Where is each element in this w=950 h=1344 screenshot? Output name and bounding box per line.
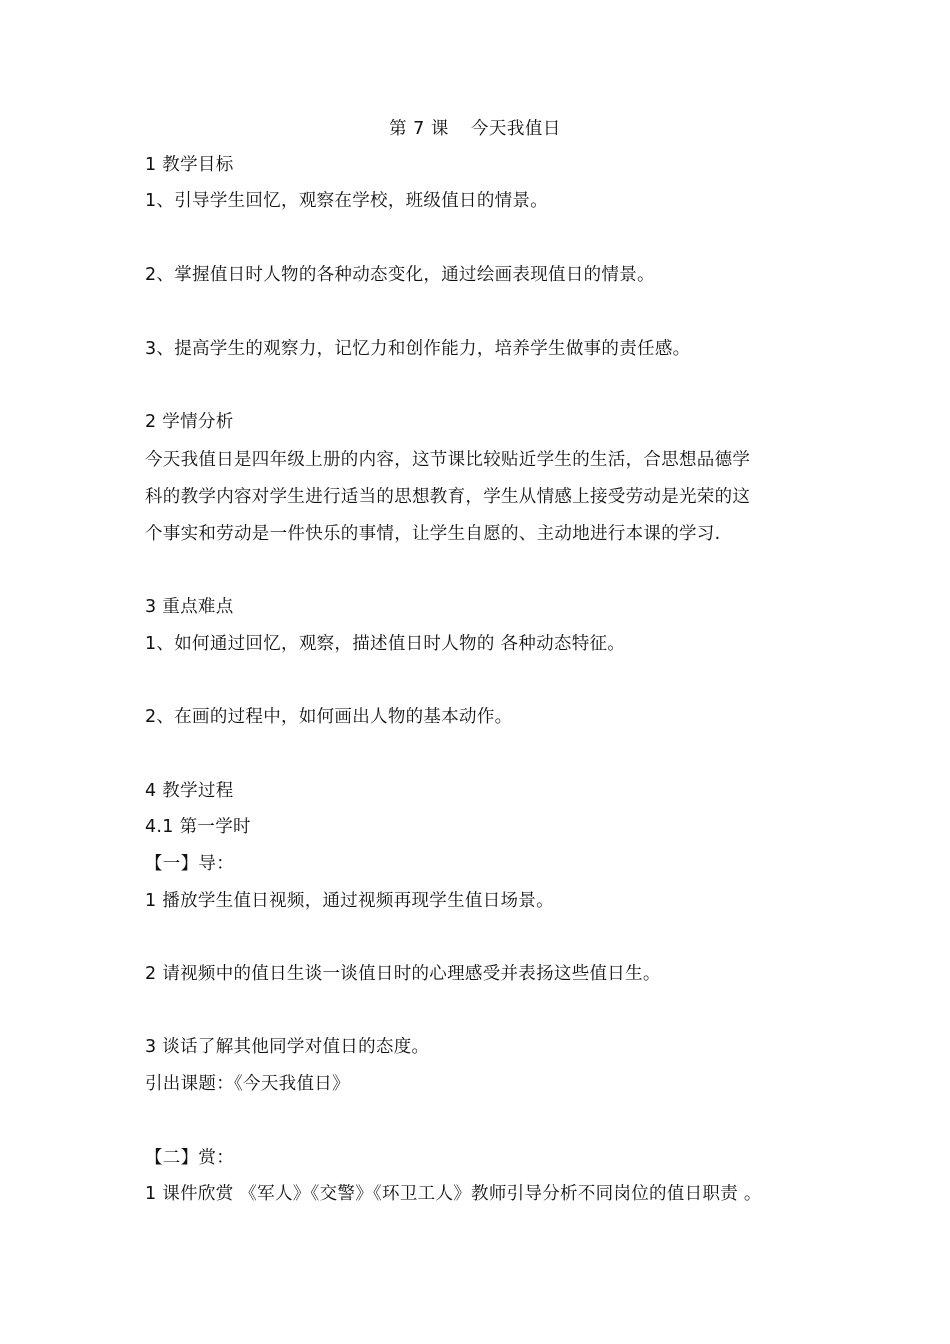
objective-item: 2、掌握值日时人物的各种动态变化，通过绘画表现值日的情景。 xyxy=(145,265,655,285)
key-point-item: 2、在画的过程中，如何画出人物的基本动作。 xyxy=(145,707,513,727)
objective-item: 1、引导学生回忆，观察在学校，班级值日的情景。 xyxy=(145,191,549,211)
part-heading-intro: 【一】导： xyxy=(145,854,234,874)
section-heading-objectives: 1 教学目标 xyxy=(145,155,234,175)
appreciate-step: 1 课件欣赏 《军人》《交警》《环卫工人》教师引导分析不同岗位的值日职责 。 xyxy=(145,1184,762,1204)
analysis-line: 今天我值日是四年级上册的内容，这节课比较贴近学生的生活，合思想品德学 xyxy=(145,450,751,470)
intro-step: 1 播放学生值日视频，通过视频再现学生值日场景。 xyxy=(145,891,554,911)
intro-step: 3 谈话了解其他同学对值日的态度。 xyxy=(145,1037,430,1057)
lesson-name: 今天我值日 xyxy=(470,119,561,139)
intro-step: 2 请视频中的值日生谈一谈值日时的心理感受并表扬这些值日生。 xyxy=(145,964,661,984)
section-heading-analysis: 2 学情分析 xyxy=(145,412,234,432)
intro-outro: 引出课题：《今天我值日》 xyxy=(145,1074,350,1094)
key-point-item: 1、如何通过回忆，观察，描述值日时人物的 各种动态特征。 xyxy=(145,634,626,654)
analysis-line: 个事实和劳动是一件快乐的事情，让学生自愿的、主动地进行本课的学习. xyxy=(145,524,721,544)
subsection-heading-period: 4.1 第一学时 xyxy=(145,817,251,837)
part-heading-appreciate: 【二】赏： xyxy=(145,1148,234,1168)
lesson-number: 第 7 课 xyxy=(389,119,449,139)
document-title xyxy=(0,117,950,141)
section-heading-key-points: 3 重点难点 xyxy=(145,597,234,617)
analysis-line: 科的教学内容对学生进行适当的思想教育，学生从情感上接受劳动是光荣的这 xyxy=(145,487,751,507)
objective-item: 3、提高学生的观察力，记忆力和创作能力，培养学生做事的责任感。 xyxy=(145,339,691,359)
section-heading-process: 4 教学过程 xyxy=(145,781,234,801)
